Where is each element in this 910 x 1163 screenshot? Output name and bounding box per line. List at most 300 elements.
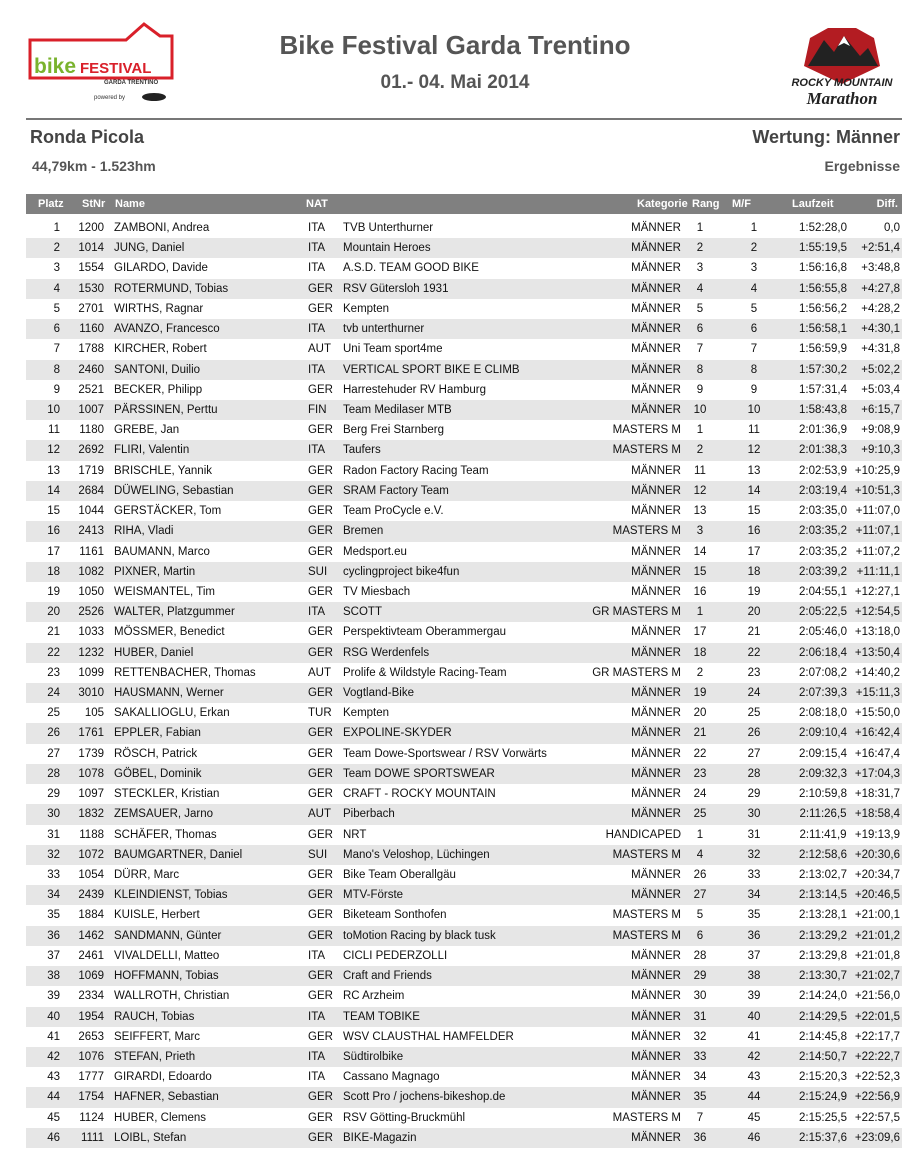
cell-name: BECKER, Philipp: [114, 383, 203, 396]
cell-nat: GER: [308, 545, 333, 558]
cell-platz: 36: [47, 929, 60, 942]
cell-diff: +23:09,6: [854, 1131, 900, 1144]
cell-stnr: 1072: [78, 848, 104, 861]
table-row: [26, 723, 902, 743]
cell-nat: GER: [308, 727, 333, 740]
cell-laufzeit: 1:56:56,2: [799, 302, 847, 315]
cell-kategorie: MÄNNER: [631, 687, 681, 700]
cell-mf: 19: [747, 585, 761, 598]
cell-nat: GER: [308, 383, 333, 396]
cell-name: VIVALDELLI, Matteo: [114, 949, 220, 962]
table-row: [26, 905, 902, 925]
cell-diff: +15:50,0: [854, 707, 900, 720]
cell-rang: 25: [693, 808, 707, 821]
cell-mf: 31: [747, 828, 761, 841]
cell-name: LOIBL, Stefan: [114, 1131, 187, 1144]
cell-mf: 36: [747, 929, 761, 942]
cell-diff: +4:30,1: [861, 323, 900, 336]
cell-stnr: 1180: [79, 424, 104, 437]
cell-diff: +14:40,2: [854, 666, 900, 679]
cell-name: ZEMSAUER, Jarno: [114, 808, 214, 821]
cell-nat: GER: [308, 828, 333, 841]
table-row: [26, 1128, 902, 1148]
cell-stnr: 1719: [78, 464, 104, 477]
cell-stnr: 1462: [78, 929, 104, 942]
cell-rang: 14: [693, 545, 707, 558]
cell-team: EXPOLINE-SKYDER: [343, 727, 452, 740]
cell-stnr: 1099: [78, 666, 104, 679]
cell-kategorie: MÄNNER: [631, 484, 681, 497]
cell-platz: 26: [47, 727, 60, 740]
table-row: [26, 400, 902, 420]
cell-stnr: 1788: [78, 343, 104, 356]
cell-team: Prolife & Wildstyle Racing-Team: [343, 666, 507, 679]
table-row: [26, 703, 902, 723]
cell-mf: 35: [747, 909, 761, 922]
cell-rang: 11: [694, 464, 706, 477]
cell-mf: 29: [747, 788, 761, 801]
cell-laufzeit: 2:13:29,8: [799, 949, 847, 962]
cell-nat: GER: [308, 464, 333, 477]
table-row: [26, 1007, 902, 1027]
cell-laufzeit: 2:14:24,0: [799, 990, 847, 1003]
cell-diff: +20:34,7: [854, 869, 900, 881]
cell-name: SEIFFERT, Marc: [114, 1030, 201, 1043]
cell-nat: AUT: [308, 808, 331, 821]
cell-laufzeit: 2:10:59,8: [799, 788, 847, 801]
cell-mf: 40: [747, 1010, 761, 1023]
cell-team: SCOTT: [343, 606, 382, 619]
cell-diff: +20:30,6: [854, 848, 900, 861]
cell-platz: 9: [53, 383, 60, 396]
col-diff: Diff.: [876, 198, 898, 210]
cell-stnr: 2692: [78, 444, 104, 457]
cell-kategorie: MASTERS M: [612, 848, 681, 861]
cell-name: RIHA, Vladi: [114, 525, 174, 538]
cell-name: WEISMANTEL, Tim: [114, 585, 215, 598]
cell-team: RSV Gütersloh 1931: [343, 282, 449, 295]
cell-rang: 12: [693, 484, 707, 497]
cell-mf: 24: [747, 687, 761, 700]
cell-platz: 39: [47, 990, 60, 1003]
cell-nat: GER: [308, 525, 333, 538]
table-row: [26, 845, 902, 865]
cell-stnr: 1007: [78, 403, 104, 416]
cell-rang: 4: [696, 848, 704, 861]
cell-platz: 20: [47, 606, 60, 619]
table-row: [26, 663, 902, 683]
cell-diff: +12:54,5: [854, 606, 900, 619]
cell-rang: 5: [696, 909, 704, 922]
cell-mf: 38: [747, 970, 761, 983]
cell-nat: GER: [308, 1111, 333, 1124]
cell-kategorie: MÄNNER: [631, 889, 681, 902]
cell-name: KUISLE, Herbert: [114, 909, 200, 922]
cell-stnr: 1160: [79, 323, 104, 336]
cell-stnr: 1832: [78, 808, 104, 821]
cell-rang: 6: [696, 323, 704, 336]
cell-team: Craft and Friends: [343, 970, 432, 983]
cell-nat: GER: [308, 424, 333, 437]
cell-rang: 35: [693, 1091, 707, 1104]
cell-laufzeit: 2:05:22,5: [799, 606, 847, 619]
cell-diff: +3:48,8: [861, 262, 900, 275]
cell-diff: +9:10,3: [861, 444, 900, 457]
cell-mf: 30: [747, 808, 761, 821]
cell-mf: 46: [747, 1131, 761, 1144]
cell-laufzeit: 2:15:37,6: [799, 1131, 847, 1144]
cell-kategorie: MÄNNER: [631, 565, 681, 578]
cell-team: Cassano Magnago: [343, 1071, 440, 1084]
cell-name: GILARDO, Davide: [114, 262, 208, 275]
cell-team: VERTICAL SPORT BIKE E CLIMB: [343, 363, 520, 376]
cell-stnr: 1761: [78, 727, 104, 740]
cell-mf: 37: [747, 949, 761, 962]
cell-stnr: 1754: [78, 1091, 104, 1104]
table-row: [26, 1087, 902, 1107]
cell-name: DÜRR, Marc: [114, 869, 180, 881]
cell-mf: 12: [747, 444, 761, 457]
cell-rang: 8: [696, 363, 704, 376]
cell-diff: +2:51,4: [861, 242, 900, 255]
cell-platz: 2: [53, 242, 60, 255]
race-distance: 44,79km - 1.523hm: [32, 158, 156, 174]
cell-nat: GER: [308, 282, 333, 295]
cell-rang: 1: [696, 606, 704, 619]
cell-nat: GER: [308, 929, 333, 942]
cell-stnr: 1884: [78, 909, 104, 922]
cell-stnr: 1111: [80, 1131, 104, 1144]
cell-name: WALTER, Platzgummer: [114, 606, 235, 619]
rocky-mountain-marathon-logo: [790, 26, 894, 112]
cell-kategorie: MÄNNER: [631, 808, 681, 821]
cell-mf: 4: [750, 282, 758, 295]
cell-diff: +22:57,5: [854, 1111, 900, 1124]
cell-kategorie: MASTERS M: [612, 525, 681, 538]
cell-mf: 25: [747, 707, 761, 720]
cell-team: TEAM TOBIKE: [343, 1010, 420, 1023]
cell-mf: 14: [747, 484, 761, 497]
cell-stnr: 1069: [78, 970, 104, 983]
col-kategorie: Kategorie: [637, 198, 688, 210]
cell-diff: +4:31,8: [861, 343, 900, 356]
cell-laufzeit: 2:15:24,9: [799, 1091, 847, 1104]
cell-diff: +5:02,2: [861, 363, 900, 376]
col-laufzeit: Laufzeit: [792, 198, 834, 210]
cell-team: WSV CLAUSTHAL HAMFELDER: [343, 1030, 514, 1043]
table-row: [26, 279, 902, 299]
cell-rang: 22: [693, 747, 707, 760]
cell-rang: 1: [696, 222, 704, 234]
cell-diff: +22:22,7: [854, 1050, 900, 1063]
cell-kategorie: MASTERS M: [612, 909, 681, 922]
cell-stnr: 1014: [78, 242, 104, 255]
table-row: [26, 319, 902, 339]
cell-team: Bike Team Oberallgäu: [343, 869, 456, 881]
cell-kategorie: GR MASTERS M: [592, 666, 681, 679]
cell-team: Team Medilaser MTB: [343, 403, 452, 416]
cell-rang: 7: [696, 1111, 704, 1124]
cell-mf: 16: [747, 525, 761, 538]
cell-kategorie: MÄNNER: [631, 788, 681, 801]
cell-laufzeit: 2:13:29,2: [799, 929, 847, 942]
cell-rang: 21: [693, 727, 707, 740]
cell-platz: 8: [53, 363, 60, 376]
cell-platz: 13: [47, 464, 60, 477]
cell-kategorie: MÄNNER: [631, 1050, 681, 1063]
cell-platz: 27: [47, 747, 60, 760]
cell-nat: GER: [308, 869, 333, 881]
cell-nat: GER: [308, 1030, 333, 1043]
cell-team: Piberbach: [343, 808, 395, 821]
cell-diff: +21:01,8: [854, 949, 900, 962]
cell-team: Mano's Veloshop, Lüchingen: [343, 848, 490, 861]
cell-platz: 45: [47, 1111, 60, 1124]
cell-platz: 7: [53, 343, 60, 356]
cell-kategorie: MÄNNER: [631, 282, 681, 295]
cell-platz: 15: [47, 505, 60, 518]
cell-nat: ITA: [308, 1010, 326, 1023]
cell-kategorie: MÄNNER: [631, 646, 681, 659]
cell-platz: 5: [53, 302, 60, 315]
cell-rang: 13: [693, 505, 707, 518]
table-row: [26, 582, 902, 602]
cell-team: A.S.D. TEAM GOOD BIKE: [343, 262, 479, 275]
cell-team: tvb unterthurner: [343, 323, 425, 336]
cell-mf: 43: [747, 1071, 761, 1084]
cell-stnr: 1044: [78, 505, 104, 518]
cell-name: GÖBEL, Dominik: [114, 767, 202, 780]
cell-platz: 3: [53, 262, 60, 275]
cell-nat: GER: [308, 585, 333, 598]
cell-rang: 24: [693, 788, 707, 801]
cell-laufzeit: 1:55:19,5: [799, 242, 847, 255]
cell-nat: GER: [308, 484, 333, 497]
cell-team: Bremen: [343, 525, 384, 538]
cell-stnr: 1033: [78, 626, 104, 639]
cell-diff: +17:04,3: [854, 767, 900, 780]
cell-kategorie: MASTERS M: [612, 1111, 681, 1124]
cell-name: KLEINDIENST, Tobias: [114, 889, 228, 902]
cell-platz: 33: [47, 869, 60, 881]
cell-name: PIXNER, Martin: [114, 565, 196, 578]
table-row: [26, 926, 902, 946]
cell-stnr: 1082: [78, 565, 104, 578]
cell-kategorie: MÄNNER: [631, 545, 681, 558]
cell-laufzeit: 2:05:46,0: [799, 626, 847, 639]
cell-nat: GER: [308, 1131, 333, 1144]
cell-team: Radon Factory Racing Team: [343, 464, 489, 477]
cell-kategorie: MÄNNER: [631, 747, 681, 760]
cell-kategorie: MÄNNER: [631, 505, 681, 518]
cell-stnr: 1054: [78, 869, 104, 881]
cell-mf: 13: [747, 464, 761, 477]
cell-mf: 26: [747, 727, 761, 740]
cell-laufzeit: 1:56:16,8: [799, 262, 847, 275]
cell-name: AVANZO, Francesco: [114, 323, 220, 336]
cell-nat: AUT: [308, 666, 331, 679]
cell-platz: 38: [47, 970, 60, 983]
cell-kategorie: MÄNNER: [631, 1131, 681, 1144]
cell-diff: 0,0: [884, 222, 900, 234]
cell-nat: GER: [308, 687, 333, 700]
cell-rang: 15: [693, 565, 707, 578]
cell-platz: 17: [47, 545, 60, 558]
cell-laufzeit: 1:58:43,8: [799, 403, 847, 416]
cell-rang: 6: [696, 929, 704, 942]
cell-rang: 19: [693, 687, 707, 700]
table-row: [26, 420, 902, 440]
logo-line-rocky-mountain: ROCKY MOUNTAIN: [791, 77, 893, 89]
table-row: [26, 825, 902, 845]
cell-name: WALLROTH, Christian: [114, 990, 230, 1003]
cell-nat: SUI: [308, 848, 328, 861]
cell-platz: 46: [47, 1131, 60, 1144]
cell-diff: +21:02,7: [854, 970, 900, 983]
cell-rang: 36: [693, 1131, 707, 1144]
cell-mf: 45: [747, 1111, 761, 1124]
cell-mf: 3: [750, 262, 758, 275]
cell-team: Team Dowe-Sportswear / RSV Vorwärts: [343, 747, 547, 760]
cell-diff: +13:18,0: [854, 626, 900, 639]
cell-rang: 20: [693, 707, 707, 720]
table-row: [26, 885, 902, 905]
cell-name: KIRCHER, Robert: [114, 343, 207, 356]
cell-name: STECKLER, Kristian: [114, 788, 220, 801]
event-dates: 01.- 04. Mai 2014: [380, 72, 530, 93]
cell-platz: 32: [47, 848, 60, 861]
cell-laufzeit: 2:12:58,6: [799, 848, 847, 861]
cell-kategorie: MASTERS M: [612, 444, 681, 457]
cell-stnr: 1078: [78, 767, 104, 780]
cell-kategorie: MÄNNER: [631, 970, 681, 983]
cell-rang: 26: [693, 869, 707, 881]
logo-powered-by: powered by: [94, 95, 126, 101]
cell-laufzeit: 1:52:28,0: [799, 222, 847, 234]
cell-stnr: 2526: [78, 606, 104, 619]
cell-diff: +11:07,2: [855, 545, 900, 558]
cell-platz: 6: [53, 323, 60, 336]
cell-diff: +12:27,1: [854, 585, 900, 598]
cell-laufzeit: 2:07:39,3: [799, 687, 847, 700]
cell-kategorie: MÄNNER: [631, 869, 681, 881]
cell-diff: +21:01,2: [854, 929, 900, 942]
cell-platz: 12: [47, 444, 60, 457]
cell-diff: +11:07,0: [855, 505, 900, 518]
table-row: [26, 481, 902, 501]
table-row: [26, 218, 902, 238]
cell-rang: 34: [693, 1071, 707, 1084]
cell-laufzeit: 2:13:30,7: [799, 970, 847, 983]
table-row: [26, 602, 902, 622]
table-row: [26, 986, 902, 1006]
cell-rang: 28: [693, 949, 707, 962]
cell-laufzeit: 2:14:45,8: [799, 1030, 847, 1043]
cell-diff: +13:50,4: [854, 646, 900, 659]
cell-platz: 10: [47, 403, 60, 416]
table-row: [26, 966, 902, 986]
cell-mf: 32: [747, 848, 761, 861]
table-row: [26, 360, 902, 380]
cell-name: SCHÄFER, Thomas: [114, 828, 217, 841]
cell-team: Kempten: [343, 707, 390, 720]
cell-nat: AUT: [308, 343, 331, 356]
cell-diff: +4:28,2: [861, 302, 900, 315]
table-row: [26, 1108, 902, 1128]
cell-laufzeit: 2:03:19,4: [799, 484, 847, 497]
cell-name: SAKALLIOGLU, Erkan: [114, 707, 230, 720]
cell-name: SANDMANN, Günter: [114, 929, 222, 942]
cell-laufzeit: 2:13:02,7: [799, 869, 847, 881]
table-row: [26, 1027, 902, 1047]
cell-team: RSG Werdenfels: [343, 646, 430, 659]
cell-platz: 31: [47, 828, 60, 841]
cell-kategorie: MASTERS M: [612, 424, 681, 437]
table-row: [26, 339, 902, 359]
cell-rang: 9: [696, 383, 704, 396]
cell-platz: 30: [47, 808, 60, 821]
cell-nat: GER: [308, 767, 333, 780]
cell-name: STEFAN, Prieth: [114, 1050, 196, 1063]
cell-name: PÄRSSINEN, Perttu: [114, 403, 218, 416]
cell-team: TV Miesbach: [343, 585, 411, 598]
cell-nat: ITA: [308, 1050, 326, 1063]
cell-mf: 10: [747, 403, 761, 416]
cell-mf: 39: [747, 990, 761, 1003]
cell-stnr: 1050: [78, 585, 104, 598]
cell-mf: 34: [747, 889, 761, 902]
cell-rang: 2: [696, 666, 704, 679]
cell-nat: FIN: [308, 403, 327, 416]
cell-nat: GER: [308, 747, 333, 760]
cell-laufzeit: 2:15:20,3: [799, 1071, 847, 1084]
cell-kategorie: MÄNNER: [631, 767, 681, 780]
cell-nat: GER: [308, 990, 333, 1003]
cell-team: Vogtland-Bike: [343, 687, 414, 700]
cell-diff: +15:11,3: [855, 687, 900, 700]
cell-name: MÖSSMER, Benedict: [114, 626, 225, 639]
cell-stnr: 2413: [78, 525, 104, 538]
cell-rang: 3: [696, 262, 704, 275]
cell-diff: +9:08,9: [861, 424, 900, 437]
cell-laufzeit: 2:01:38,3: [799, 444, 847, 457]
cell-nat: ITA: [308, 222, 326, 234]
cell-name: ZAMBONI, Andrea: [114, 222, 210, 234]
cell-mf: 18: [747, 565, 761, 578]
cell-rang: 29: [693, 970, 707, 983]
cell-rang: 27: [693, 889, 707, 902]
cell-nat: ITA: [308, 262, 326, 275]
cell-stnr: 2521: [78, 383, 104, 396]
cell-name: GERSTÄCKER, Tom: [114, 505, 222, 518]
cell-name: BAUMGARTNER, Daniel: [114, 848, 243, 861]
cell-mf: 27: [747, 747, 761, 760]
logo-word-festival: FESTIVAL: [80, 60, 152, 77]
cell-kategorie: MÄNNER: [631, 1030, 681, 1043]
cell-rang: 31: [693, 1010, 707, 1023]
cell-mf: 28: [747, 767, 761, 780]
cell-rang: 23: [693, 767, 707, 780]
bike-festival-logo-graphic: [26, 18, 176, 110]
table-row: [26, 622, 902, 642]
cell-stnr: 2653: [78, 1030, 104, 1043]
cell-laufzeit: 2:11:41,9: [799, 828, 847, 841]
cell-diff: +4:27,8: [861, 282, 900, 295]
cell-nat: TUR: [308, 707, 332, 720]
table-row: [26, 562, 902, 582]
cell-team: toMotion Racing by black tusk: [343, 929, 496, 942]
cell-kategorie: MÄNNER: [631, 949, 681, 962]
